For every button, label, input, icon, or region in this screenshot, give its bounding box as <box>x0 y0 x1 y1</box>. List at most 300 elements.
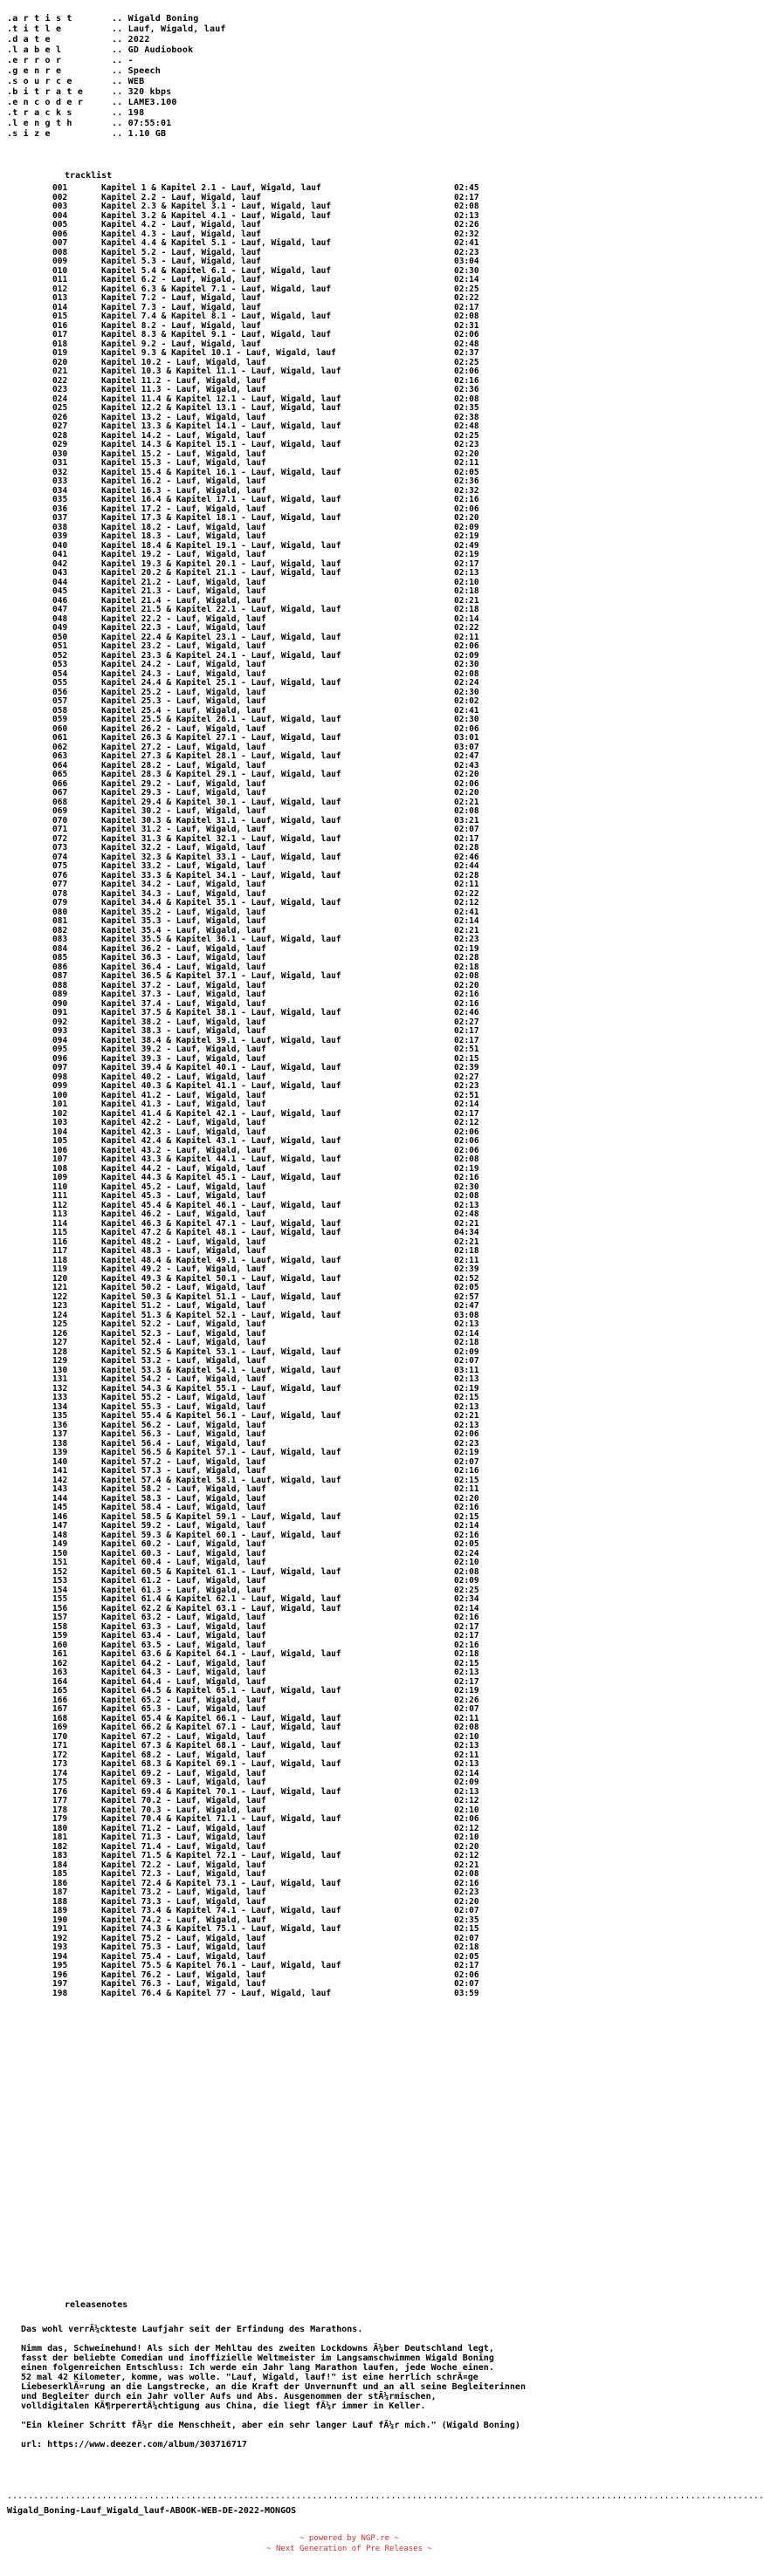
track-row <box>52 1284 576 1293</box>
track-number: 110 <box>52 1182 68 1192</box>
track-duration: 02:05 <box>454 1539 479 1549</box>
track-title: Kapitel 27.2 - Lauf, Wigald, lauf <box>101 742 266 752</box>
track-duration: 02:07 <box>454 1356 479 1366</box>
track-number: 182 <box>52 1841 68 1852</box>
notes-url: url: https://www.deezer.com/album/303716717 <box>21 2440 247 2449</box>
track-row <box>52 1394 576 1403</box>
track-title: Kapitel 36.3 - Lauf, Wigald, lauf <box>101 953 266 963</box>
track-title: Kapitel 75.2 - Lauf, Wigald, lauf <box>101 1933 266 1943</box>
track-title: Kapitel 70.3 - Lauf, Wigald, lauf <box>101 1805 266 1815</box>
track-duration: 02:08 <box>454 202 479 211</box>
track-duration: 02:09 <box>454 650 479 661</box>
track-number: 059 <box>52 715 68 724</box>
track-title: Kapitel 35.4 - Lauf, Wigald, lauf <box>101 925 266 935</box>
track-duration: 02:11 <box>454 632 479 642</box>
track-title: Kapitel 3.2 & Kapitel 4.1 - Lauf, Wigald, lauf <box>101 210 332 221</box>
notes-quote: "Ein kleiner Schritt fÃ¼r die Menschheit, aber ein sehr langer Lauf fÃ¼r mich." (Wigald Boning) <box>21 2421 520 2430</box>
track-number: 174 <box>52 1768 68 1778</box>
track-number: 011 <box>52 275 68 284</box>
track-number: 050 <box>52 632 68 642</box>
track-number: 017 <box>52 330 68 339</box>
meta-key: .b i t r a t e <box>7 87 84 97</box>
track-duration: 02:20 <box>454 1896 479 1907</box>
track-title: Kapitel 31.2 - Lauf, Wigald, lauf <box>101 825 266 834</box>
track-number: 058 <box>52 705 68 716</box>
track-row <box>52 349 576 359</box>
track-number: 195 <box>52 1961 68 1970</box>
track-duration: 02:10 <box>454 1805 479 1815</box>
track-title: Kapitel 44.2 - Lauf, Wigald, lauf <box>101 1163 266 1174</box>
track-number: 046 <box>52 595 68 606</box>
track-number: 021 <box>52 367 68 376</box>
track-title: Kapitel 65.4 & Kapitel 66.1 - Lauf, Wigald, lauf <box>101 1713 341 1723</box>
track-row <box>52 1430 576 1440</box>
track-number: 023 <box>52 385 68 394</box>
track-duration: 02:13 <box>454 568 479 578</box>
track-duration: 02:21 <box>454 1860 479 1870</box>
track-duration: 02:41 <box>454 238 479 248</box>
track-duration: 02:09 <box>454 1576 479 1586</box>
track-title: Kapitel 60.5 & Kapitel 61.1 - Lauf, Wigald, lauf <box>101 1566 341 1577</box>
meta-value: .. WEB <box>112 77 145 86</box>
track-title: Kapitel 50.2 - Lauf, Wigald, lauf <box>101 1283 266 1292</box>
track-number: 156 <box>52 1603 68 1613</box>
track-title: Kapitel 37.2 - Lauf, Wigald, lauf <box>101 980 266 990</box>
track-duration: 02:25 <box>454 1585 479 1595</box>
track-number: 014 <box>52 302 68 312</box>
track-number: 031 <box>52 458 68 468</box>
track-number: 186 <box>52 1878 68 1888</box>
release-notes <box>21 2325 685 2449</box>
track-number: 162 <box>52 1658 68 1668</box>
track-row <box>52 1192 576 1202</box>
track-duration: 02:45 <box>454 183 479 193</box>
track-duration: 02:52 <box>454 1273 479 1284</box>
track-row <box>52 826 576 835</box>
track-duration: 02:17 <box>454 833 479 844</box>
track-number: 068 <box>52 797 68 807</box>
track-number: 047 <box>52 605 68 614</box>
track-title: Kapitel 40.2 - Lauf, Wigald, lauf <box>101 1072 266 1082</box>
track-title: Kapitel 42.3 - Lauf, Wigald, lauf <box>101 1127 266 1137</box>
track-duration: 02:39 <box>454 1063 479 1072</box>
track-title: Kapitel 15.2 - Lauf, Wigald, lauf <box>101 449 266 459</box>
track-duration: 02:20 <box>454 980 479 990</box>
track-title: Kapitel 48.3 - Lauf, Wigald, lauf <box>101 1246 266 1256</box>
track-title: Kapitel 58.2 - Lauf, Wigald, lauf <box>101 1484 266 1494</box>
track-title: Kapitel 12.2 & Kapitel 13.1 - Lauf, Wigald, lauf <box>101 403 341 413</box>
track-duration: 02:32 <box>454 229 479 239</box>
track-number: 091 <box>52 1008 68 1017</box>
track-number: 036 <box>52 504 68 514</box>
track-duration: 02:36 <box>454 476 479 486</box>
track-duration: 02:12 <box>454 1851 479 1860</box>
track-duration: 02:06 <box>454 723 479 734</box>
track-number: 117 <box>52 1246 68 1256</box>
track-duration: 02:07 <box>454 1933 479 1943</box>
meta-key: .e n c o d e r <box>7 98 84 107</box>
track-row <box>52 1705 576 1715</box>
track-title: Kapitel 52.3 - Lauf, Wigald, lauf <box>101 1328 266 1339</box>
track-title: Kapitel 69.4 & Kapitel 70.1 - Lauf, Wigald, lauf <box>101 1786 341 1797</box>
track-number: 005 <box>52 220 68 230</box>
track-number: 108 <box>52 1163 68 1174</box>
track-row <box>52 1229 576 1238</box>
track-number: 145 <box>52 1503 68 1512</box>
track-number: 053 <box>52 660 68 669</box>
track-title: Kapitel 2.3 & Kapitel 3.1 - Lauf, Wigald, lauf <box>101 202 332 211</box>
track-number: 088 <box>52 980 68 990</box>
track-duration: 02:18 <box>454 586 479 596</box>
track-duration: 02:41 <box>454 705 479 716</box>
track-duration: 02:23 <box>454 440 479 449</box>
meta-row <box>7 98 226 108</box>
track-row <box>52 624 576 634</box>
track-number: 100 <box>52 1090 68 1100</box>
footer-tagline: ~ Next Generation of Pre Releases ~ <box>266 2545 432 2553</box>
track-title: Kapitel 11.2 - Lauf, Wigald, lauf <box>101 375 266 386</box>
track-title: Kapitel 75.3 - Lauf, Wigald, lauf <box>101 1942 266 1952</box>
track-number: 048 <box>52 613 68 624</box>
track-duration: 02:13 <box>454 1200 479 1210</box>
track-duration: 02:08 <box>454 971 479 981</box>
track-title: Kapitel 71.2 - Lauf, Wigald, lauf <box>101 1823 266 1833</box>
track-duration: 02:48 <box>454 1209 479 1219</box>
meta-row <box>7 56 226 66</box>
track-row <box>52 1962 576 1971</box>
track-number: 147 <box>52 1521 68 1531</box>
meta-key: .l a b e l <box>7 45 62 55</box>
track-title: Kapitel 29.3 - Lauf, Wigald, lauf <box>101 788 266 798</box>
track-duration: 03:11 <box>454 1365 479 1375</box>
track-title: Kapitel 58.4 - Lauf, Wigald, lauf <box>101 1503 266 1512</box>
track-duration: 03:01 <box>454 733 479 743</box>
track-duration: 02:19 <box>454 1686 479 1696</box>
track-duration: 02:17 <box>454 302 479 312</box>
track-row <box>52 1632 576 1641</box>
track-duration: 02:08 <box>454 1723 479 1732</box>
track-duration: 02:20 <box>454 513 479 523</box>
track-title: Kapitel 56.3 - Lauf, Wigald, lauf <box>101 1429 266 1439</box>
track-title: Kapitel 21.5 & Kapitel 22.1 - Lauf, Wigald, lauf <box>101 605 341 614</box>
track-duration: 02:18 <box>454 1246 479 1256</box>
track-row <box>52 386 576 395</box>
meta-row <box>7 14 226 24</box>
track-row <box>52 276 576 285</box>
meta-row <box>7 24 226 35</box>
track-duration: 02:28 <box>454 870 479 880</box>
track-title: Kapitel 5.2 - Lauf, Wigald, lauf <box>101 247 262 257</box>
track-number: 097 <box>52 1063 68 1072</box>
track-title: Kapitel 67.3 & Kapitel 68.1 - Lauf, Wigald, lauf <box>101 1741 341 1750</box>
track-duration: 02:11 <box>454 1484 479 1494</box>
track-number: 121 <box>52 1283 68 1292</box>
track-row <box>52 1339 576 1348</box>
track-duration: 02:13 <box>454 1668 479 1677</box>
track-title: Kapitel 15.4 & Kapitel 16.1 - Lauf, Wigald, lauf <box>101 467 341 477</box>
track-title: Kapitel 30.2 - Lauf, Wigald, lauf <box>101 806 266 816</box>
track-number: 086 <box>52 962 68 972</box>
track-row <box>52 1064 576 1073</box>
track-number: 155 <box>52 1594 68 1604</box>
track-duration: 02:46 <box>454 1008 479 1017</box>
track-duration: 02:41 <box>454 907 479 917</box>
track-duration: 02:15 <box>454 1053 479 1064</box>
track-title: Kapitel 37.5 & Kapitel 38.1 - Lauf, Wigald, lauf <box>101 1008 341 1017</box>
track-title: Kapitel 42.4 & Kapitel 43.1 - Lauf, Wigald, lauf <box>101 1136 341 1146</box>
track-duration: 02:13 <box>454 1741 479 1750</box>
track-duration: 02:08 <box>454 1869 479 1879</box>
track-title: Kapitel 66.2 & Kapitel 67.1 - Lauf, Wigald, lauf <box>101 1723 341 1732</box>
track-title: Kapitel 53.3 & Kapitel 54.1 - Lauf, Wigald, lauf <box>101 1365 341 1375</box>
track-number: 125 <box>52 1319 68 1329</box>
track-duration: 02:13 <box>454 210 479 221</box>
track-title: Kapitel 60.2 - Lauf, Wigald, lauf <box>101 1539 266 1549</box>
track-number: 081 <box>52 916 68 926</box>
meta-value: .. 1.10 GB <box>112 129 167 139</box>
track-duration: 02:20 <box>454 449 479 459</box>
track-number: 161 <box>52 1649 68 1659</box>
track-title: Kapitel 55.4 & Kapitel 56.1 - Lauf, Wigald, lauf <box>101 1411 341 1421</box>
track-number: 119 <box>52 1264 68 1274</box>
track-title: Kapitel 33.2 - Lauf, Wigald, lauf <box>101 861 266 871</box>
track-title: Kapitel 69.2 - Lauf, Wigald, lauf <box>101 1768 266 1778</box>
track-duration: 02:22 <box>454 623 479 633</box>
track-number: 172 <box>52 1750 68 1760</box>
track-duration: 02:16 <box>454 1640 479 1650</box>
track-number: 066 <box>52 778 68 789</box>
track-duration: 02:06 <box>454 1127 479 1137</box>
track-duration: 02:21 <box>454 797 479 807</box>
track-number: 024 <box>52 394 68 404</box>
track-number: 087 <box>52 971 68 981</box>
notes-headline: Das wohl verrÃ¼ckteste Laufjahr seit der Erfindung des Marathons. <box>21 2325 363 2334</box>
track-title: Kapitel 48.4 & Kapitel 49.1 - Lauf, Wigald, lauf <box>101 1255 341 1265</box>
track-duration: 02:16 <box>454 1530 479 1540</box>
releasenotes-heading: releasenotes <box>65 2300 128 2310</box>
track-duration: 02:17 <box>454 1621 479 1632</box>
track-duration: 02:08 <box>454 394 479 404</box>
track-row <box>52 1760 576 1770</box>
track-duration: 02:13 <box>454 1759 479 1769</box>
track-number: 029 <box>52 440 68 449</box>
track-duration: 02:49 <box>454 540 479 551</box>
track-number: 044 <box>52 577 68 587</box>
track-number: 191 <box>52 1924 68 1934</box>
track-row <box>52 1174 576 1183</box>
track-number: 152 <box>52 1566 68 1577</box>
track-row <box>52 1559 576 1568</box>
track-number: 072 <box>52 833 68 844</box>
meta-key: .d a t e <box>7 35 51 45</box>
track-duration: 02:13 <box>454 1401 479 1412</box>
track-row <box>52 404 576 414</box>
track-title: Kapitel 18.4 & Kapitel 19.1 - Lauf, Wigald, lauf <box>101 540 341 551</box>
track-row <box>52 1100 576 1110</box>
track-duration: 02:07 <box>454 825 479 834</box>
track-duration: 02:20 <box>454 770 479 779</box>
track-row <box>52 1980 576 1990</box>
track-row <box>52 1522 576 1531</box>
track-title: Kapitel 26.2 - Lauf, Wigald, lauf <box>101 723 266 734</box>
track-duration: 02:57 <box>454 1291 479 1302</box>
track-duration: 02:17 <box>454 1676 479 1687</box>
track-title: Kapitel 64.2 - Lauf, Wigald, lauf <box>101 1658 266 1668</box>
track-row <box>52 532 576 542</box>
track-duration: 02:08 <box>454 806 479 816</box>
meta-row <box>7 35 226 45</box>
track-title: Kapitel 39.3 - Lauf, Wigald, lauf <box>101 1053 266 1064</box>
track-title: Kapitel 54.2 - Lauf, Wigald, lauf <box>101 1374 266 1384</box>
track-duration: 02:05 <box>454 1283 479 1292</box>
track-number: 037 <box>52 513 68 523</box>
track-number: 084 <box>52 943 68 954</box>
track-title: Kapitel 26.3 & Kapitel 27.1 - Lauf, Wigald, lauf <box>101 733 341 743</box>
track-duration: 02:24 <box>454 1548 479 1559</box>
track-number: 167 <box>52 1704 68 1714</box>
track-duration: 02:30 <box>454 660 479 669</box>
track-row <box>52 1467 576 1476</box>
track-duration: 02:46 <box>454 852 479 862</box>
track-number: 198 <box>52 1988 68 1998</box>
track-number: 064 <box>52 760 68 771</box>
track-title: Kapitel 36.2 - Lauf, Wigald, lauf <box>101 943 266 954</box>
track-row <box>52 496 576 505</box>
track-number: 061 <box>52 733 68 743</box>
track-title: Kapitel 73.3 - Lauf, Wigald, lauf <box>101 1896 266 1907</box>
track-title: Kapitel 16.3 - Lauf, Wigald, lauf <box>101 485 266 496</box>
track-title: Kapitel 35.5 & Kapitel 36.1 - Lauf, Wigald, lauf <box>101 935 341 944</box>
track-row <box>52 367 576 377</box>
track-row <box>52 899 576 908</box>
track-title: Kapitel 22.3 - Lauf, Wigald, lauf <box>101 623 266 633</box>
track-duration: 02:18 <box>454 605 479 614</box>
track-title: Kapitel 16.4 & Kapitel 17.1 - Lauf, Wigald, lauf <box>101 495 341 504</box>
track-number: 185 <box>52 1869 68 1879</box>
track-duration: 02:21 <box>454 1411 479 1421</box>
track-number: 095 <box>52 1045 68 1054</box>
footer-powered-by: ~ powered by NGP.re ~ <box>299 2534 399 2543</box>
track-duration: 02:12 <box>454 898 479 908</box>
track-number: 115 <box>52 1228 68 1237</box>
track-number: 056 <box>52 687 68 697</box>
track-title: Kapitel 6.3 & Kapitel 7.1 - Lauf, Wigald, lauf <box>101 284 332 294</box>
track-number: 175 <box>52 1778 68 1787</box>
track-title: Kapitel 57.3 - Lauf, Wigald, lauf <box>101 1466 266 1476</box>
track-number: 190 <box>52 1915 68 1925</box>
track-duration: 02:22 <box>454 293 479 303</box>
track-title: Kapitel 68.3 & Kapitel 69.1 - Lauf, Wigald, lauf <box>101 1759 341 1769</box>
track-title: Kapitel 67.2 - Lauf, Wigald, lauf <box>101 1731 266 1742</box>
track-number: 019 <box>52 348 68 358</box>
track-duration: 02:06 <box>454 641 479 651</box>
track-title: Kapitel 71.3 - Lauf, Wigald, lauf <box>101 1833 266 1842</box>
track-number: 077 <box>52 880 68 889</box>
track-duration: 02:38 <box>454 412 479 422</box>
track-number: 154 <box>52 1585 68 1595</box>
track-duration: 02:16 <box>454 495 479 504</box>
track-title: Kapitel 10.2 - Lauf, Wigald, lauf <box>101 357 266 367</box>
meta-key: .g e n r e <box>7 66 62 76</box>
track-number: 067 <box>52 788 68 798</box>
meta-key: .e r r o r <box>7 56 62 65</box>
track-number: 102 <box>52 1108 68 1119</box>
track-number: 093 <box>52 1026 68 1036</box>
track-title: Kapitel 20.2 & Kapitel 21.1 - Lauf, Wigald, lauf <box>101 568 341 578</box>
track-row <box>52 1375 576 1385</box>
track-number: 171 <box>52 1741 68 1750</box>
track-title: Kapitel 76.2 - Lauf, Wigald, lauf <box>101 1970 266 1980</box>
track-row <box>52 422 576 432</box>
track-duration: 02:20 <box>454 1493 479 1504</box>
track-row <box>52 789 576 798</box>
track-row <box>52 587 576 597</box>
track-title: Kapitel 17.2 - Lauf, Wigald, lauf <box>101 504 266 514</box>
release-metadata <box>7 14 226 140</box>
track-duration: 02:28 <box>454 843 479 853</box>
track-duration: 03:08 <box>454 1310 479 1320</box>
track-title: Kapitel 25.4 - Lauf, Wigald, lauf <box>101 705 266 716</box>
track-duration: 02:07 <box>454 1906 479 1915</box>
track-duration: 02:11 <box>454 1750 479 1760</box>
track-number: 142 <box>52 1475 68 1485</box>
meta-value: .. LAME3.100 <box>112 98 177 107</box>
track-duration: 02:25 <box>454 430 479 441</box>
track-number: 054 <box>52 668 68 679</box>
track-duration: 02:36 <box>454 385 479 394</box>
track-duration: 02:16 <box>454 990 479 999</box>
track-row <box>52 1082 576 1092</box>
track-row <box>52 1687 576 1696</box>
track-title: Kapitel 76.3 - Lauf, Wigald, lauf <box>101 1979 266 1989</box>
track-duration: 02:28 <box>454 953 479 963</box>
track-duration: 02:17 <box>454 1026 479 1036</box>
track-duration: 02:08 <box>454 1191 479 1201</box>
meta-key: .l e n g t h <box>7 119 72 128</box>
track-row <box>52 1613 576 1623</box>
track-title: Kapitel 21.3 - Lauf, Wigald, lauf <box>101 586 266 596</box>
track-duration: 02:16 <box>454 375 479 386</box>
track-title: Kapitel 55.2 - Lauf, Wigald, lauf <box>101 1393 266 1402</box>
track-duration: 02:14 <box>454 613 479 624</box>
track-row <box>52 1907 576 1916</box>
track-number: 004 <box>52 210 68 221</box>
meta-value: .. Speech <box>112 66 161 76</box>
track-title: Kapitel 18.3 - Lauf, Wigald, lauf <box>101 531 266 541</box>
track-number: 078 <box>52 888 68 899</box>
track-title: Kapitel 65.3 - Lauf, Wigald, lauf <box>101 1704 266 1714</box>
track-number: 126 <box>52 1328 68 1339</box>
track-title: Kapitel 70.4 & Kapitel 71.1 - Lauf, Wigald, lauf <box>101 1814 341 1824</box>
track-title: Kapitel 7.4 & Kapitel 8.1 - Lauf, Wigald, lauf <box>101 312 332 321</box>
track-title: Kapitel 55.3 - Lauf, Wigald, lauf <box>101 1401 266 1412</box>
track-number: 001 <box>52 183 68 193</box>
track-title: Kapitel 41.2 - Lauf, Wigald, lauf <box>101 1090 266 1100</box>
track-title: Kapitel 38.4 & Kapitel 39.1 - Lauf, Wigald, lauf <box>101 1035 341 1045</box>
track-number: 150 <box>52 1548 68 1559</box>
meta-value: .. GD Audiobook <box>112 45 194 55</box>
track-row <box>52 1815 576 1825</box>
track-row <box>52 1742 576 1751</box>
track-title: Kapitel 75.5 & Kapitel 76.1 - Lauf, Wigald, lauf <box>101 1961 341 1970</box>
track-title: Kapitel 72.4 & Kapitel 73.1 - Lauf, Wigald, lauf <box>101 1878 341 1888</box>
track-title: Kapitel 7.3 - Lauf, Wigald, lauf <box>101 302 262 312</box>
track-duration: 02:34 <box>454 1594 479 1604</box>
track-duration: 02:20 <box>454 1841 479 1852</box>
track-title: Kapitel 4.4 & Kapitel 5.1 - Lauf, Wigald, lauf <box>101 238 332 248</box>
track-row <box>52 1833 576 1843</box>
track-duration: 02:48 <box>454 339 479 349</box>
